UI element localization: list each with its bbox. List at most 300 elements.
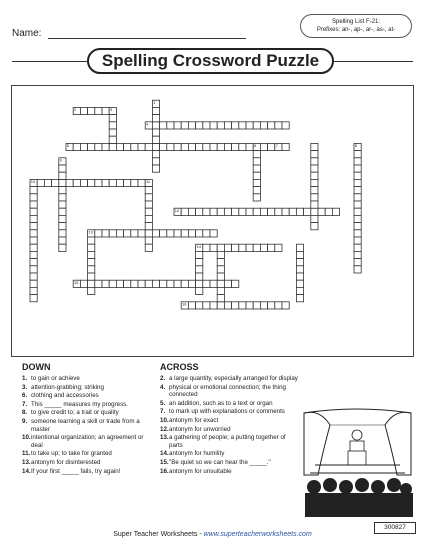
grid-cell[interactable] — [289, 208, 296, 215]
grid-cell[interactable] — [88, 280, 95, 287]
grid-cell[interactable] — [37, 179, 44, 186]
grid-cell[interactable] — [203, 208, 210, 215]
grid-cell[interactable] — [210, 143, 217, 150]
grid-cell[interactable] — [217, 244, 224, 251]
grid-cell[interactable] — [44, 179, 51, 186]
grid-cell[interactable] — [253, 187, 260, 194]
footer-url[interactable]: www.superteacherworksheets.com — [203, 531, 312, 538]
grid-cell[interactable] — [138, 280, 145, 287]
grid-cell[interactable] — [239, 143, 246, 150]
grid-cell[interactable] — [224, 143, 231, 150]
grid-cell[interactable] — [88, 266, 95, 273]
audience-stage-illustration — [300, 405, 415, 520]
grid-cell[interactable] — [296, 208, 303, 215]
grid-number: 7 — [275, 143, 278, 149]
grid-cell[interactable] — [30, 208, 37, 215]
grid-cell[interactable] — [88, 179, 95, 186]
grid-cell[interactable] — [296, 251, 303, 258]
grid-cell[interactable] — [268, 302, 275, 309]
grid-cell[interactable] — [52, 179, 59, 186]
grid-cell[interactable] — [311, 179, 318, 186]
grid-cell[interactable] — [268, 208, 275, 215]
grid-cell[interactable] — [253, 158, 260, 165]
grid-number: 9 — [59, 157, 62, 163]
grid-cell[interactable] — [30, 187, 37, 194]
grid-cell[interactable] — [138, 230, 145, 237]
grid-cell[interactable] — [246, 143, 253, 150]
grid-cell[interactable] — [167, 280, 174, 287]
grid-cell[interactable] — [109, 122, 116, 129]
grid-cell[interactable] — [224, 208, 231, 215]
grid-cell[interactable] — [232, 302, 239, 309]
grid-cell[interactable] — [73, 143, 80, 150]
grid-cell[interactable] — [275, 208, 282, 215]
across-clue: 7. to mark up with explanations or comments — [160, 408, 285, 416]
grid-cell[interactable] — [30, 273, 37, 280]
grid-cell[interactable] — [95, 280, 102, 287]
grid-cell[interactable] — [210, 122, 217, 129]
across-clue: 14. antonym for humility — [160, 450, 225, 458]
grid-cell[interactable] — [311, 201, 318, 208]
grid-cell[interactable] — [296, 273, 303, 280]
grid-cell[interactable] — [59, 201, 66, 208]
grid-cell[interactable] — [174, 143, 181, 150]
grid-cell[interactable] — [95, 143, 102, 150]
grid-cell[interactable] — [102, 143, 109, 150]
grid-cell[interactable] — [210, 208, 217, 215]
grid-cell[interactable] — [124, 280, 131, 287]
grid-cell[interactable] — [224, 244, 231, 251]
grid-cell[interactable] — [152, 151, 159, 158]
grid-number: 4 — [146, 121, 149, 127]
grid-cell[interactable] — [30, 215, 37, 222]
grid-cell[interactable] — [203, 230, 210, 237]
grid-cell[interactable] — [253, 151, 260, 158]
grid-cell[interactable] — [59, 223, 66, 230]
grid-cell[interactable] — [253, 179, 260, 186]
grid-cell[interactable] — [152, 115, 159, 122]
grid-cell[interactable] — [160, 280, 167, 287]
grid-cell[interactable] — [152, 122, 159, 129]
grid-cell[interactable] — [311, 158, 318, 165]
grid-cell[interactable] — [224, 302, 231, 309]
grid-cell[interactable] — [217, 302, 224, 309]
grid-cell[interactable] — [152, 107, 159, 114]
page-title: Spelling Crossword Puzzle — [87, 48, 334, 74]
grid-cell[interactable] — [311, 151, 318, 158]
grid-cell[interactable] — [188, 230, 195, 237]
grid-cell[interactable] — [260, 122, 267, 129]
grid-cell[interactable] — [88, 259, 95, 266]
grid-cell[interactable] — [354, 165, 361, 172]
grid-cell[interactable] — [275, 244, 282, 251]
grid-cell[interactable] — [311, 223, 318, 230]
grid-cell[interactable] — [354, 230, 361, 237]
grid-cell[interactable] — [152, 143, 159, 150]
across-clue: 12. antonym for unworried — [160, 425, 231, 433]
grid-cell[interactable] — [59, 237, 66, 244]
grid-cell[interactable] — [109, 280, 116, 287]
grid-cell[interactable] — [152, 136, 159, 143]
grid-number: 14 — [196, 244, 201, 249]
grid-cell[interactable] — [253, 165, 260, 172]
worksheet-code: 300827 — [374, 522, 416, 534]
grid-cell[interactable] — [354, 172, 361, 179]
grid-cell[interactable] — [311, 194, 318, 201]
grid-cell[interactable] — [145, 230, 152, 237]
grid-cell[interactable] — [239, 208, 246, 215]
grid-cell[interactable] — [217, 273, 224, 280]
grid-cell[interactable] — [282, 302, 289, 309]
grid-cell[interactable] — [232, 244, 239, 251]
grid-cell[interactable] — [217, 295, 224, 302]
grid-cell[interactable] — [30, 201, 37, 208]
grid-cell[interactable] — [59, 230, 66, 237]
grid-cell[interactable] — [124, 179, 131, 186]
grid-cell[interactable] — [188, 302, 195, 309]
grid-cell[interactable] — [246, 208, 253, 215]
grid-cell[interactable] — [239, 244, 246, 251]
grid-cell[interactable] — [181, 280, 188, 287]
grid-cell[interactable] — [30, 194, 37, 201]
across-clue-list — [160, 375, 298, 476]
grid-cell[interactable] — [30, 259, 37, 266]
down-clue: 11. to take up; to take for granted — [22, 450, 112, 458]
grid-number: 15 — [74, 280, 79, 285]
grid-cell[interactable] — [253, 122, 260, 129]
grid-cell[interactable] — [232, 280, 239, 287]
grid-cell[interactable] — [181, 122, 188, 129]
down-clue: 13. antonym for disinterested — [22, 458, 101, 466]
grid-cell[interactable] — [246, 302, 253, 309]
grid-cell[interactable] — [80, 143, 87, 150]
grid-cell[interactable] — [160, 230, 167, 237]
grid-cell[interactable] — [354, 266, 361, 273]
grid-cell[interactable] — [109, 143, 116, 150]
grid-cell[interactable] — [160, 122, 167, 129]
grid-cell[interactable] — [196, 251, 203, 258]
grid-cell[interactable] — [174, 280, 181, 287]
across-clue: 16. antonym for unsuitable — [160, 467, 232, 475]
grid-cell[interactable] — [268, 143, 275, 150]
grid-cell[interactable] — [80, 179, 87, 186]
grid-cell[interactable] — [296, 244, 303, 251]
grid-cell[interactable] — [131, 230, 138, 237]
grid-cell[interactable] — [296, 259, 303, 266]
grid-cell[interactable] — [102, 280, 109, 287]
grid-cell[interactable] — [354, 251, 361, 258]
grid-cell[interactable] — [196, 208, 203, 215]
grid-cell[interactable] — [145, 208, 152, 215]
grid-cell[interactable] — [196, 230, 203, 237]
grid-cell[interactable] — [296, 295, 303, 302]
grid-cell[interactable] — [217, 251, 224, 258]
grid-cell[interactable] — [318, 208, 325, 215]
grid-cell[interactable] — [167, 143, 174, 150]
grid-cell[interactable] — [354, 158, 361, 165]
grid-number: 8 — [354, 143, 358, 149]
grid-cell[interactable] — [196, 259, 203, 266]
grid-cell[interactable] — [239, 122, 246, 129]
grid-cell[interactable] — [145, 237, 152, 244]
grid-cell[interactable] — [88, 251, 95, 258]
grid-cell[interactable] — [239, 302, 246, 309]
grid-cell[interactable] — [174, 122, 181, 129]
grid-cell[interactable] — [109, 129, 116, 136]
grid-cell[interactable] — [296, 280, 303, 287]
grid-cell[interactable] — [131, 179, 138, 186]
grid-cell[interactable] — [109, 179, 116, 186]
grid-cell[interactable] — [232, 122, 239, 129]
grid-cell[interactable] — [145, 244, 152, 251]
grid-cell[interactable] — [138, 143, 145, 150]
grid-cell[interactable] — [30, 280, 37, 287]
grid-cell[interactable] — [196, 273, 203, 280]
footer-brand: Super Teacher Worksheets - — [113, 531, 204, 538]
grid-cell[interactable] — [109, 115, 116, 122]
grid-cell[interactable] — [210, 280, 217, 287]
grid-cell[interactable] — [59, 179, 66, 186]
grid-cell[interactable] — [59, 208, 66, 215]
grid-cell[interactable] — [354, 237, 361, 244]
grid-cell[interactable] — [232, 208, 239, 215]
grid-cell[interactable] — [30, 237, 37, 244]
grid-cell[interactable] — [80, 280, 87, 287]
grid-cell[interactable] — [116, 280, 123, 287]
grid-number: 6 — [254, 143, 257, 149]
grid-cell[interactable] — [95, 230, 102, 237]
grid-cell[interactable] — [145, 223, 152, 230]
grid-number: 10 — [30, 179, 36, 185]
grid-cell[interactable] — [268, 244, 275, 251]
grid-cell[interactable] — [152, 158, 159, 165]
grid-number: 1 — [153, 100, 156, 105]
grid-cell[interactable] — [80, 107, 87, 114]
grid-cell[interactable] — [203, 143, 210, 150]
grid-cell[interactable] — [354, 208, 361, 215]
grid-cell[interactable] — [268, 122, 275, 129]
grid-cell[interactable] — [174, 230, 181, 237]
grid-cell[interactable] — [145, 280, 152, 287]
grid-cell[interactable] — [109, 230, 116, 237]
grid-cell[interactable] — [188, 280, 195, 287]
grid-cell[interactable] — [102, 230, 109, 237]
grid-cell[interactable] — [354, 187, 361, 194]
grid-cell[interactable] — [325, 208, 332, 215]
down-clue-list — [22, 375, 150, 476]
grid-cell[interactable] — [296, 287, 303, 294]
grid-cell[interactable] — [181, 143, 188, 150]
grid-cell[interactable] — [304, 208, 311, 215]
down-clue: 14. If your first _____ fails, try again! — [22, 467, 121, 475]
grid-cell[interactable] — [253, 194, 260, 201]
down-clue: 1. to gain or achieve — [22, 375, 80, 382]
footer — [0, 531, 425, 538]
grid-number: 11 — [146, 179, 151, 185]
grid-cell[interactable] — [354, 259, 361, 266]
across-clue: 5. an addition, such as to a text or organ — [160, 399, 273, 407]
grid-cell[interactable] — [253, 302, 260, 309]
grid-cell[interactable] — [95, 179, 102, 186]
grid-cell[interactable] — [354, 179, 361, 186]
grid-cell[interactable] — [311, 208, 318, 215]
down-clue: 7. This _____ measures my progress. — [22, 400, 128, 408]
grid-cell[interactable] — [88, 244, 95, 251]
grid-cell[interactable] — [217, 266, 224, 273]
grid-cell[interactable] — [275, 122, 282, 129]
grid-cell[interactable] — [203, 302, 210, 309]
grid-cell[interactable] — [188, 122, 195, 129]
grid-cell[interactable] — [145, 201, 152, 208]
across-clue: 15. "Be quiet so we can hear the _____." — [160, 458, 271, 466]
grid-cell[interactable] — [196, 122, 203, 129]
grid-cell[interactable] — [246, 122, 253, 129]
grid-cell[interactable] — [196, 266, 203, 273]
grid-cell[interactable] — [145, 187, 152, 194]
grid-cell[interactable] — [59, 187, 66, 194]
grid-cell[interactable] — [253, 208, 260, 215]
grid-cell[interactable] — [88, 287, 95, 294]
grid-cell[interactable] — [131, 280, 138, 287]
grid-cell[interactable] — [210, 302, 217, 309]
grid-cell[interactable] — [88, 143, 95, 150]
grid-cell[interactable] — [296, 266, 303, 273]
grid-cell[interactable] — [167, 122, 174, 129]
grid-cell[interactable] — [246, 244, 253, 251]
grid-cell[interactable] — [59, 165, 66, 172]
grid-cell[interactable] — [224, 122, 231, 129]
grid-cell[interactable] — [354, 244, 361, 251]
grid-cell[interactable] — [102, 179, 109, 186]
grid-cell[interactable] — [30, 244, 37, 251]
grid-cell[interactable] — [311, 172, 318, 179]
grid-cell[interactable] — [217, 280, 224, 287]
grid-cell[interactable] — [116, 143, 123, 150]
down-clue: 3. attention-grabbing; striking — [22, 383, 104, 391]
grid-cell[interactable] — [152, 280, 159, 287]
grid-cell[interactable] — [311, 143, 318, 150]
grid-cell[interactable] — [188, 208, 195, 215]
grid-cell[interactable] — [224, 280, 231, 287]
grid-cell[interactable] — [30, 223, 37, 230]
grid-cell[interactable] — [260, 244, 267, 251]
grid-cell[interactable] — [30, 251, 37, 258]
grid-cell[interactable] — [354, 194, 361, 201]
grid-cell[interactable] — [203, 244, 210, 251]
grid-cell[interactable] — [30, 287, 37, 294]
grid-cell[interactable] — [109, 136, 116, 143]
grid-cell[interactable] — [59, 172, 66, 179]
grid-cell[interactable] — [275, 302, 282, 309]
grid-cell[interactable] — [260, 143, 267, 150]
grid-cell[interactable] — [282, 208, 289, 215]
grid-cell[interactable] — [217, 259, 224, 266]
grid-cell[interactable] — [145, 215, 152, 222]
grid-cell[interactable] — [181, 230, 188, 237]
down-clue: 10. intentional organization; an agreement or deal — [22, 434, 144, 449]
grid-cell[interactable] — [203, 122, 210, 129]
down-clue: 8. to give credit to; a trait or quality — [22, 409, 119, 417]
spelling-list-title: Spelling List F-21: — [331, 19, 381, 25]
grid-cell[interactable] — [181, 208, 188, 215]
grid-cell[interactable] — [59, 215, 66, 222]
spelling-list-prefixes: Prefixes: an-, ap-, ar-, as-, at- — [316, 27, 396, 33]
grid-cell[interactable] — [124, 230, 131, 237]
grid-number: 5 — [66, 143, 70, 149]
grid-cell[interactable] — [196, 302, 203, 309]
grid-cell[interactable] — [30, 266, 37, 273]
grid-cell[interactable] — [354, 201, 361, 208]
grid-cell[interactable] — [160, 143, 167, 150]
grid-cell[interactable] — [311, 165, 318, 172]
grid-cell[interactable] — [210, 244, 217, 251]
grid-cell[interactable] — [232, 143, 239, 150]
grid-cell[interactable] — [152, 230, 159, 237]
across-clue: 13. a gathering of people; a putting together of parts — [160, 434, 286, 449]
grid-cell[interactable] — [30, 230, 37, 237]
grid-cell[interactable] — [210, 230, 217, 237]
grid-cell[interactable] — [188, 143, 195, 150]
grid-cell[interactable] — [332, 208, 339, 215]
grid-cell[interactable] — [138, 179, 145, 186]
grid-cell[interactable] — [217, 208, 224, 215]
grid-cell[interactable] — [167, 230, 174, 237]
grid-cell[interactable] — [354, 151, 361, 158]
grid-number: 12 — [174, 208, 180, 213]
grid-cell[interactable] — [217, 122, 224, 129]
grid-cell[interactable] — [102, 107, 109, 114]
grid-cell[interactable] — [59, 244, 66, 251]
grid-cell[interactable] — [152, 165, 159, 172]
grid-cell[interactable] — [217, 287, 224, 294]
grid-cell[interactable] — [253, 244, 260, 251]
grid-cell[interactable] — [30, 295, 37, 302]
across-clue: 4. physical or emotional connection; the thing connected — [160, 383, 286, 399]
grid-cell[interactable] — [131, 143, 138, 150]
down-clue: 9. someone learning a skill or trade from a master — [22, 417, 140, 433]
grid-cell[interactable] — [354, 215, 361, 222]
grid-cell[interactable] — [116, 230, 123, 237]
grid-number: 2 — [74, 107, 77, 113]
grid-cell[interactable] — [282, 122, 289, 129]
grid-cell[interactable] — [152, 129, 159, 136]
grid-cell[interactable] — [311, 187, 318, 194]
grid-cell[interactable] — [88, 107, 95, 114]
name-label: Name: — [12, 28, 42, 39]
grid-cell[interactable] — [196, 280, 203, 287]
grid-cell[interactable] — [260, 302, 267, 309]
grid-cell[interactable] — [217, 143, 224, 150]
grid-cell[interactable] — [116, 179, 123, 186]
grid-cell[interactable] — [88, 273, 95, 280]
grid-cell[interactable] — [282, 143, 289, 150]
grid-cell[interactable] — [354, 223, 361, 230]
grid-cell[interactable] — [260, 208, 267, 215]
grid-cell[interactable] — [311, 215, 318, 222]
grid-cell[interactable] — [203, 280, 210, 287]
grid-cell[interactable] — [196, 287, 203, 294]
grid-cell[interactable] — [95, 107, 102, 114]
grid-cell[interactable] — [59, 194, 66, 201]
grid-cell[interactable] — [66, 179, 73, 186]
grid-cell[interactable] — [88, 237, 95, 244]
grid-cell[interactable] — [73, 179, 80, 186]
grid-cell[interactable] — [145, 194, 152, 201]
grid-cell[interactable] — [253, 172, 260, 179]
grid-cell[interactable] — [124, 143, 131, 150]
grid-cell[interactable] — [196, 143, 203, 150]
grid-cell[interactable] — [145, 143, 152, 150]
